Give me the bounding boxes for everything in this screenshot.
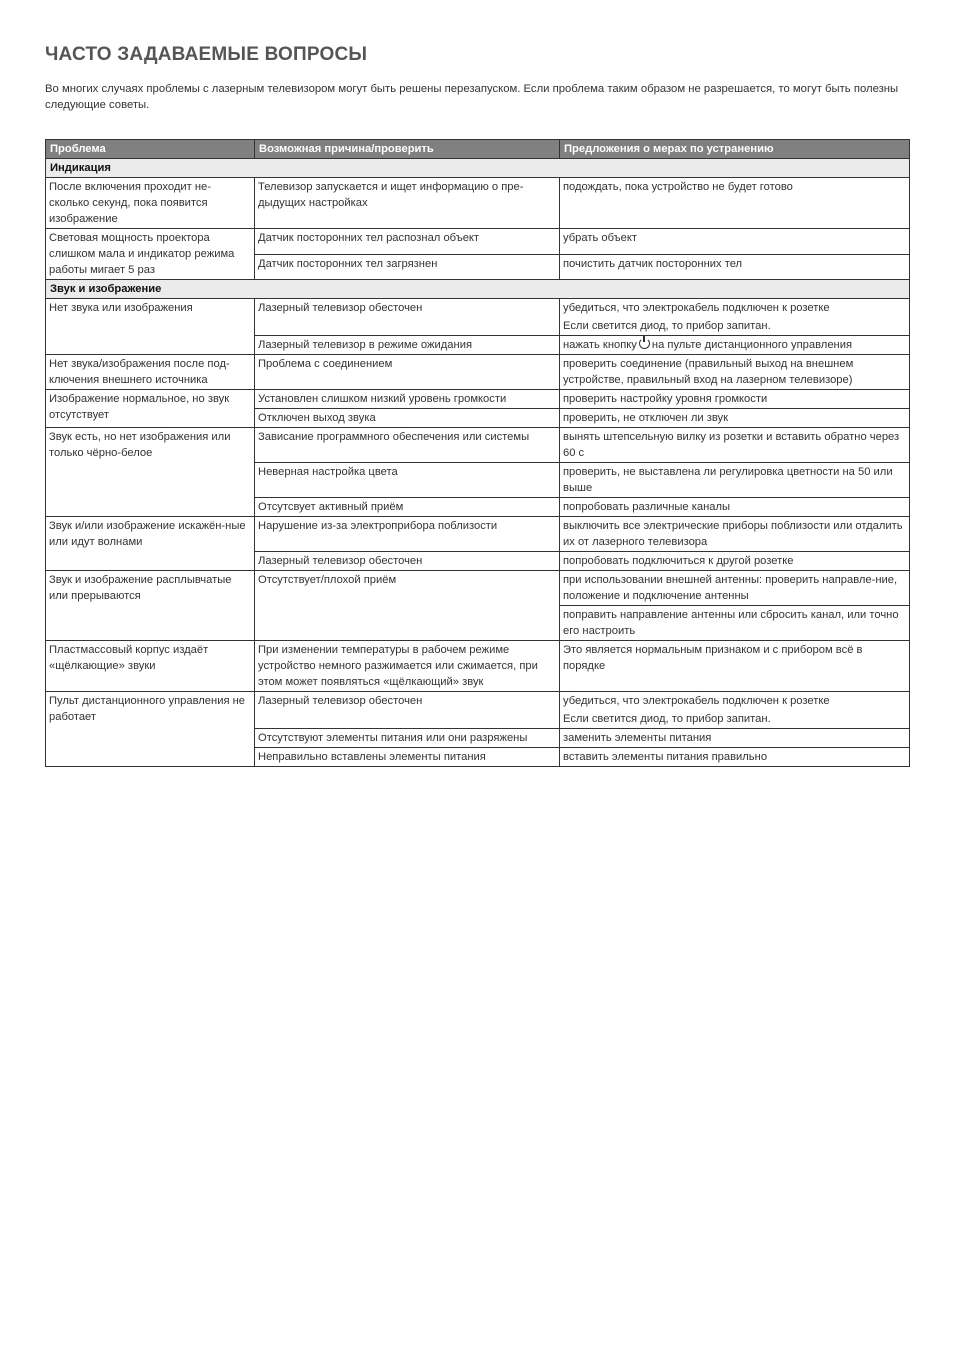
cause-cell: При изменении температуры в рабочем режиме устройство немного разжимается или сжимается, при этом может появляться «щёлкающий» звук	[255, 641, 560, 692]
problem-cell: После включения проходит не-сколько секунд, пока появится изображение	[46, 178, 255, 229]
cause-cell: Неверная настройка цвета	[255, 463, 560, 498]
problem-cell: Пульт дистанционного управления не работает	[46, 692, 255, 767]
remedy-cell: подождать, пока устройство не будет готово	[560, 178, 910, 229]
section-label: Звук и изображение	[46, 280, 910, 299]
problem-cell: Пластмассовый корпус издаёт «щёлкающие» звуки	[46, 641, 255, 692]
remedy-cell: убрать объект	[560, 229, 910, 255]
header-remedy: Предложения о мерах по устранению	[560, 140, 910, 159]
remedy-line: убедиться, что электрокабель подключен к розетке	[563, 695, 830, 707]
table-row	[46, 178, 910, 229]
remedy-cell: проверить соединение (правильный выход на внешнем устройстве, правильный вход на лазерном телевизоре)	[560, 355, 910, 390]
remedy-cell: выключить все электрические приборы поблизости или отдалить их от лазерного телевизора	[560, 517, 910, 552]
power-icon	[639, 338, 650, 349]
remedy-cell: проверить, не отключен ли звук	[560, 409, 910, 428]
remedy-cell	[560, 336, 910, 355]
table-row	[46, 692, 910, 729]
cause-cell: Датчик посторонних тел распознал объект	[255, 229, 560, 255]
problem-cell: Звук есть, но нет изображения или только чёрно-белое	[46, 428, 255, 517]
table-row	[46, 299, 910, 336]
problem-cell: Нет звука или изображения	[46, 299, 255, 355]
problem-cell: Звук и изображение расплывчатые или прерываются	[46, 571, 255, 641]
remedy-cell: почистить датчик посторонних тел	[560, 254, 910, 280]
cause-cell: Лазерный телевизор обесточен	[255, 299, 560, 336]
problem-cell: Изображение нормальное, но звук отсутствует	[46, 390, 255, 428]
cause-cell: Зависание программного обеспечения или системы	[255, 428, 560, 463]
remedy-line: убедиться, что электрокабель подключен к розетке	[563, 302, 830, 314]
remedy-cell	[560, 692, 910, 729]
remedy-cell: вынять штепсельную вилку из розетки и вставить обратно через 60 с	[560, 428, 910, 463]
cause-cell: Отключен выход звука	[255, 409, 560, 428]
cause-cell: Лазерный телевизор обесточен	[255, 552, 560, 571]
cause-cell: Телевизор запускается и ищет информацию о пре-дыдущих настройках	[255, 178, 560, 229]
cause-cell: Проблема с соединением	[255, 355, 560, 390]
table-row	[46, 355, 910, 390]
header-problem: Проблема	[46, 140, 255, 159]
table-row	[46, 390, 910, 409]
cause-cell: Неправильно вставлены элементы питания	[255, 748, 560, 767]
cause-cell: Датчик посторонних тел загрязнен	[255, 254, 560, 280]
section-row-sound	[46, 280, 910, 299]
remedy-cell: вставить элементы питания правильно	[560, 748, 910, 767]
cause-cell: Установлен слишком низкий уровень громкости	[255, 390, 560, 409]
table-row	[46, 517, 910, 552]
table-header-row	[46, 140, 910, 159]
remedy-text: на пульте дистанционного управления	[651, 339, 853, 351]
table-row	[46, 571, 910, 606]
remedy-cell: проверить настройку уровня громкости	[560, 390, 910, 409]
cause-cell: Нарушение из-за электроприбора поблизости	[255, 517, 560, 552]
remedy-cell: попробовать подключиться к другой розетке	[560, 552, 910, 571]
remedy-cell: заменить элементы питания	[560, 729, 910, 748]
problem-cell: Звук и/или изображение искажён-ные или идут волнами	[46, 517, 255, 571]
intro-text: Во многих случаях проблемы с лазерным телевизором могут быть решены перезапуском. Если проблема таким образом не разрешается, то могут быть полезны следующие советы.	[45, 83, 899, 111]
remedy-line: Если светится диод, то прибор запитан.	[563, 320, 771, 332]
remedy-cell: проверить, не выставлена ли регулировка цветности на 50 или выше	[560, 463, 910, 498]
remedy-cell: при использовании внешней антенны: проверить направле-ние, положение и подключение антенны	[560, 571, 910, 606]
page-title: ЧАСТО ЗАДАВАЕМЫЕ ВОПРОСЫ	[45, 44, 368, 65]
cause-cell: Отсутствует/плохой приём	[255, 571, 560, 641]
troubleshooting-table	[45, 139, 910, 767]
table-row	[46, 428, 910, 463]
remedy-cell: попробовать различные каналы	[560, 498, 910, 517]
remedy-line: Если светится диод, то прибор запитан.	[563, 713, 771, 725]
remedy-cell	[560, 299, 910, 336]
problem-cell: Световая мощность проектора слишком мала и индикатор режима работы мигает 5 раз	[46, 229, 255, 280]
section-label: Индикация	[46, 159, 910, 178]
cause-cell: Лазерный телевизор в режиме ожидания	[255, 336, 560, 355]
table-row	[46, 229, 910, 255]
remedy-cell: поправить направление антенны или сбросить канал, или точно его настроить	[560, 606, 910, 641]
cause-cell: Лазерный телевизор обесточен	[255, 692, 560, 729]
remedy-cell: Это является нормальным признаком и с прибором всё в порядке	[560, 641, 910, 692]
header-cause: Возможная причина/проверить	[255, 140, 560, 159]
table-row	[46, 641, 910, 692]
problem-cell: Нет звука/изображения после под-ключения внешнего источника	[46, 355, 255, 390]
remedy-text: нажать кнопку	[563, 339, 637, 351]
section-row-indication	[46, 159, 910, 178]
cause-cell: Отсутсвует активный приём	[255, 498, 560, 517]
cause-cell: Отсутствуют элементы питания или они разряжены	[255, 729, 560, 748]
faq-page	[45, 42, 909, 763]
